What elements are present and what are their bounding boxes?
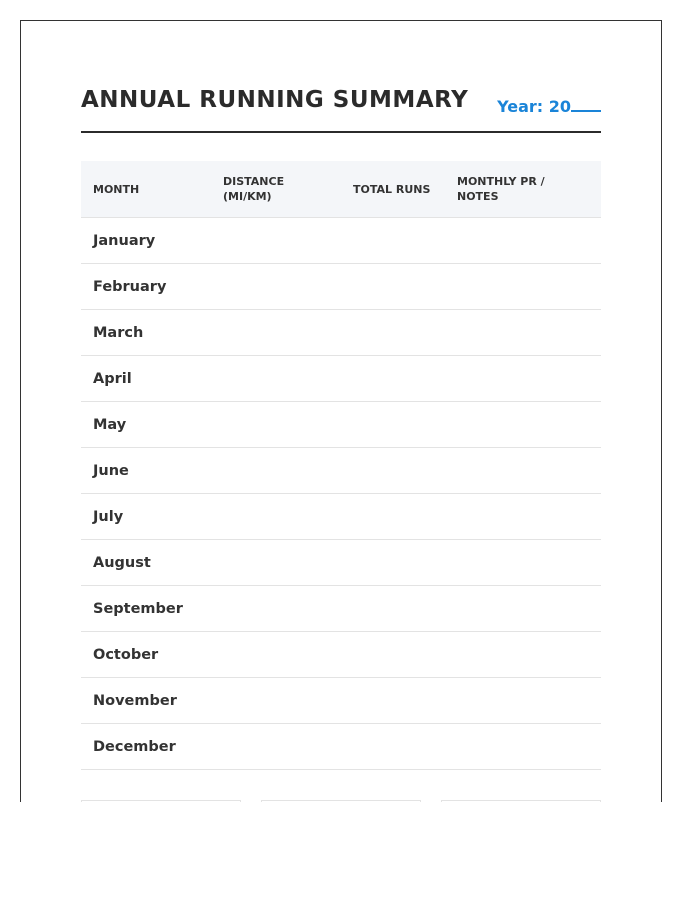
- distance-cell[interactable]: [211, 586, 341, 632]
- notes-cell[interactable]: [445, 218, 601, 264]
- month-cell: October: [81, 632, 211, 678]
- page-header: [81, 87, 601, 133]
- distance-cell[interactable]: [211, 724, 341, 770]
- month-cell: January: [81, 218, 211, 264]
- table-row: [81, 218, 601, 264]
- month-cell: March: [81, 310, 211, 356]
- table-row: [81, 402, 601, 448]
- notes-cell[interactable]: [445, 448, 601, 494]
- total-runs-cell[interactable]: [341, 448, 445, 494]
- header-distance: DISTANCE (MI/KM): [211, 161, 341, 218]
- header-month: MONTH: [81, 161, 211, 218]
- distance-cell[interactable]: [211, 632, 341, 678]
- distance-cell[interactable]: [211, 402, 341, 448]
- month-cell: February: [81, 264, 211, 310]
- total-runs-cell[interactable]: [341, 218, 445, 264]
- header-notes: MONTHLY PR / NOTES: [445, 161, 601, 218]
- notes-cell[interactable]: [445, 540, 601, 586]
- table-row: [81, 494, 601, 540]
- table-row: [81, 264, 601, 310]
- notes-cell[interactable]: [445, 494, 601, 540]
- month-cell: June: [81, 448, 211, 494]
- page-title: ANNUAL RUNNING SUMMARY: [81, 87, 469, 113]
- notes-cell[interactable]: [445, 310, 601, 356]
- total-runs-cell[interactable]: [341, 310, 445, 356]
- running-summary-table: [81, 161, 601, 770]
- notes-cell[interactable]: [445, 264, 601, 310]
- total-runs-cell[interactable]: [341, 402, 445, 448]
- total-runs-cell[interactable]: [341, 494, 445, 540]
- total-runs-cell[interactable]: [341, 264, 445, 310]
- year-label: Year: 20: [497, 97, 571, 116]
- total-runs-cell[interactable]: [341, 540, 445, 586]
- month-cell: April: [81, 356, 211, 402]
- table-row: [81, 724, 601, 770]
- distance-cell[interactable]: [211, 310, 341, 356]
- distance-cell[interactable]: [211, 356, 341, 402]
- month-cell: August: [81, 540, 211, 586]
- table-row: [81, 678, 601, 724]
- page-viewport: [20, 20, 662, 802]
- header-total-runs: TOTAL RUNS: [341, 161, 445, 218]
- month-cell: December: [81, 724, 211, 770]
- table-row: [81, 540, 601, 586]
- distance-cell[interactable]: [211, 448, 341, 494]
- total-runs-cell[interactable]: [341, 678, 445, 724]
- month-cell: July: [81, 494, 211, 540]
- summary-box: [81, 800, 241, 802]
- total-runs-cell[interactable]: [341, 586, 445, 632]
- total-runs-cell[interactable]: [341, 632, 445, 678]
- notes-cell[interactable]: [445, 632, 601, 678]
- distance-cell[interactable]: [211, 540, 341, 586]
- table-row: [81, 310, 601, 356]
- distance-cell[interactable]: [211, 678, 341, 724]
- notes-cell[interactable]: [445, 356, 601, 402]
- month-cell: September: [81, 586, 211, 632]
- document-page: [20, 20, 662, 802]
- table-row: [81, 448, 601, 494]
- table-row: [81, 356, 601, 402]
- summary-box: [261, 800, 421, 802]
- notes-cell[interactable]: [445, 586, 601, 632]
- month-cell: May: [81, 402, 211, 448]
- year-field[interactable]: [497, 96, 601, 116]
- distance-cell[interactable]: [211, 264, 341, 310]
- table-header-row: [81, 161, 601, 218]
- distance-cell[interactable]: [211, 494, 341, 540]
- total-runs-cell[interactable]: [341, 356, 445, 402]
- table-row: [81, 586, 601, 632]
- notes-cell[interactable]: [445, 402, 601, 448]
- table-row: [81, 632, 601, 678]
- notes-cell[interactable]: [445, 724, 601, 770]
- month-cell: November: [81, 678, 211, 724]
- distance-cell[interactable]: [211, 218, 341, 264]
- total-runs-cell[interactable]: [341, 724, 445, 770]
- summary-box: [441, 800, 601, 802]
- year-blank-line[interactable]: [571, 96, 601, 112]
- notes-cell[interactable]: [445, 678, 601, 724]
